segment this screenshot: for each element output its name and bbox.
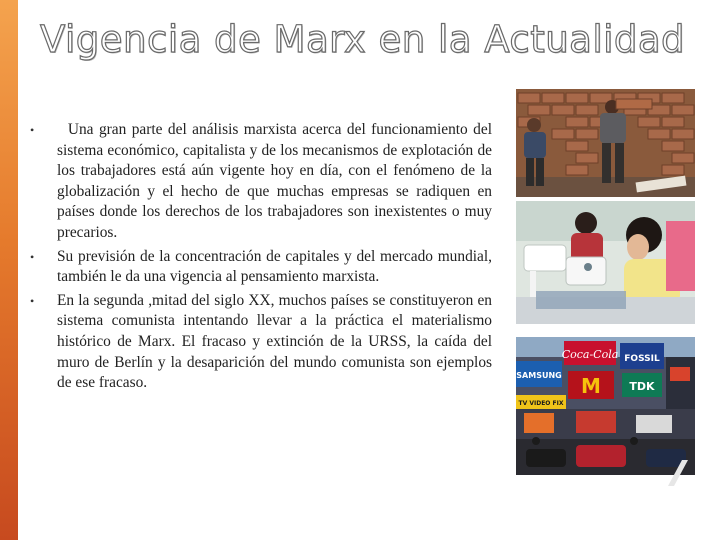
samsung-sign: SAMSUNG [516, 371, 562, 380]
sewing-workers-photo [516, 201, 695, 324]
corner-decoration [660, 460, 700, 490]
bullet-item [30, 291, 492, 394]
coca-cola-sign: Coca-Cola [561, 348, 619, 361]
bullet-text: En la segunda ,mitad del siglo XX, muchos países se constituyeron en sistema comunista intentando llevar a la práctica el materialismo histórico de Marx. El fracaso y extinción de la URSS, la caída del muro de Berlín y la desaparición del mundo comunista son ejemplos de ese fracaso. [57, 291, 492, 392]
fossil-sign: FOSSIL [624, 354, 660, 364]
bullet-list [30, 120, 496, 394]
brick-workers-photo [516, 89, 695, 197]
tv-video-sign: TV VIDEO FIX [518, 400, 564, 407]
bullet-marker: • [30, 293, 35, 308]
accent-sidebar-bar [0, 0, 18, 540]
bullet-text: Una gran parte del análisis marxista acerca del funcionamiento del sistema económico, capitalista y de los mecanismos de explotación de los trabajadores está aún vigente hoy en día, con el fenómeno de la globalización y el hecho de que muchas empresas se radiquen en países donde los derechos de los trabajadores son inexistentes o muy precarios. [57, 121, 496, 241]
city-billboards-photo [516, 337, 695, 475]
bullet-item [30, 247, 492, 288]
bullet-marker: • [30, 123, 35, 137]
bullet-text: Su previsión de la concentración de capitales y del mercado mundial, también le da una vigencia al pensamiento marxista. [57, 247, 492, 286]
bullet-item [30, 120, 496, 244]
slide-title: Vigencia de Marx en la Actualidad [40, 18, 686, 61]
bullet-marker: • [30, 249, 35, 264]
mcdonalds-sign: M [581, 374, 601, 398]
tdk-sign: TDK [629, 380, 655, 393]
